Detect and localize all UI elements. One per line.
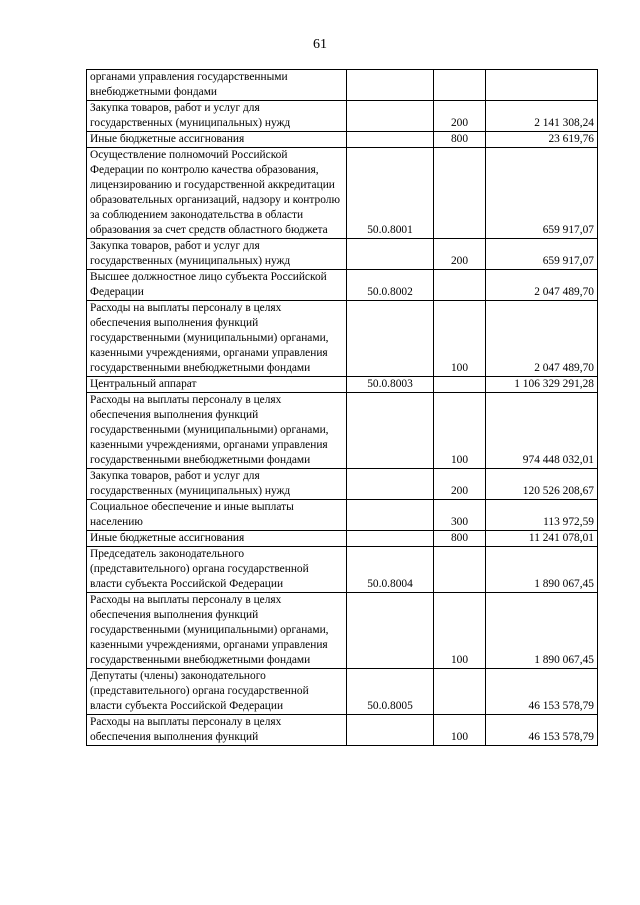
row-expense-type: 300 xyxy=(434,500,486,531)
table-row xyxy=(87,132,598,148)
row-amount: 659 917,07 xyxy=(486,239,598,270)
row-amount: 46 153 578,79 xyxy=(486,669,598,715)
row-amount: 2 141 308,24 xyxy=(486,101,598,132)
row-amount: 974 448 032,01 xyxy=(486,393,598,469)
row-expense-type xyxy=(434,547,486,593)
table-row xyxy=(87,239,598,270)
row-expense-type: 200 xyxy=(434,101,486,132)
row-name: Иные бюджетные ассигнования xyxy=(87,132,347,148)
row-amount: 120 526 208,67 xyxy=(486,469,598,500)
row-name: Осуществление полномочий Российской Федерации по контролю качества образования, лицензированию и государственной аккредитации образовательных организаций, надзору и контролю за соблюдением законодательства в области образования за счет средств областного бюджета xyxy=(87,148,347,239)
row-name: Закупка товаров, работ и услуг для государственных (муниципальных) нужд xyxy=(87,101,347,132)
row-name: Расходы на выплаты персоналу в целях обеспечения выполнения функций государственными (муниципальными) органами, казенными учреждениями, органами управления государственными внебюджетными фондами xyxy=(87,393,347,469)
table-row xyxy=(87,547,598,593)
row-expense-type xyxy=(434,70,486,101)
row-target-code: 50.0.8004 xyxy=(347,547,434,593)
row-expense-type: 200 xyxy=(434,469,486,500)
table-row xyxy=(87,593,598,669)
row-amount: 11 241 078,01 xyxy=(486,531,598,547)
table-row xyxy=(87,669,598,715)
row-target-code xyxy=(347,593,434,669)
row-amount: 1 890 067,45 xyxy=(486,547,598,593)
row-expense-type xyxy=(434,148,486,239)
table-row xyxy=(87,101,598,132)
row-target-code: 50.0.8003 xyxy=(347,377,434,393)
row-name: Расходы на выплаты персоналу в целях обеспечения выполнения функций государственными (муниципальными) органами, казенными учреждениями, органами управления государственными внебюджетными фондами xyxy=(87,301,347,377)
budget-table-body xyxy=(87,70,598,746)
row-target-code xyxy=(347,301,434,377)
row-name: Председатель законодательного (представительного) органа государственной власти субъекта Российской Федерации xyxy=(87,547,347,593)
row-amount: 46 153 578,79 xyxy=(486,715,598,746)
row-name: Закупка товаров, работ и услуг для государственных (муниципальных) нужд xyxy=(87,469,347,500)
row-target-code xyxy=(347,70,434,101)
table-row xyxy=(87,148,598,239)
table-row xyxy=(87,270,598,301)
row-amount: 659 917,07 xyxy=(486,148,598,239)
row-target-code xyxy=(347,101,434,132)
row-expense-type: 200 xyxy=(434,239,486,270)
row-expense-type xyxy=(434,270,486,301)
row-target-code: 50.0.8005 xyxy=(347,669,434,715)
row-amount: 2 047 489,70 xyxy=(486,270,598,301)
row-name: Социальное обеспечение и иные выплаты населению xyxy=(87,500,347,531)
row-name: Закупка товаров, работ и услуг для государственных (муниципальных) нужд xyxy=(87,239,347,270)
row-name: Центральный аппарат xyxy=(87,377,347,393)
row-expense-type: 100 xyxy=(434,715,486,746)
row-target-code xyxy=(347,239,434,270)
row-name: Высшее должностное лицо субъекта Российской Федерации xyxy=(87,270,347,301)
row-amount: 113 972,59 xyxy=(486,500,598,531)
row-name: Иные бюджетные ассигнования xyxy=(87,531,347,547)
row-target-code xyxy=(347,469,434,500)
table-row xyxy=(87,715,598,746)
row-expense-type: 800 xyxy=(434,531,486,547)
row-target-code xyxy=(347,500,434,531)
row-target-code xyxy=(347,132,434,148)
table-row xyxy=(87,500,598,531)
row-target-code xyxy=(347,715,434,746)
row-target-code xyxy=(347,531,434,547)
row-name: Расходы на выплаты персоналу в целях обеспечения выполнения функций государственными (муниципальными) органами, казенными учреждениями, органами управления государственными внебюджетными фондами xyxy=(87,593,347,669)
table-row xyxy=(87,301,598,377)
row-amount: 1 106 329 291,28 xyxy=(486,377,598,393)
row-name: Расходы на выплаты персоналу в целях обеспечения выполнения функций xyxy=(87,715,347,746)
table-row xyxy=(87,531,598,547)
row-target-code: 50.0.8002 xyxy=(347,270,434,301)
row-expense-type xyxy=(434,669,486,715)
row-amount: 1 890 067,45 xyxy=(486,593,598,669)
row-expense-type: 100 xyxy=(434,593,486,669)
table-row xyxy=(87,377,598,393)
row-expense-type: 100 xyxy=(434,301,486,377)
row-name: Депутаты (члены) законодательного (представительного) органа государственной власти субъекта Российской Федерации xyxy=(87,669,347,715)
row-expense-type: 100 xyxy=(434,393,486,469)
table-row xyxy=(87,469,598,500)
row-amount: 2 047 489,70 xyxy=(486,301,598,377)
row-amount xyxy=(486,70,598,101)
row-amount: 23 619,76 xyxy=(486,132,598,148)
row-expense-type xyxy=(434,377,486,393)
page-number: 61 xyxy=(313,37,327,52)
table-row xyxy=(87,393,598,469)
table-row xyxy=(87,70,598,101)
row-target-code xyxy=(347,393,434,469)
row-target-code: 50.0.8001 xyxy=(347,148,434,239)
row-name: органами управления государственными внебюджетными фондами xyxy=(87,70,347,101)
budget-table xyxy=(86,69,598,746)
row-expense-type: 800 xyxy=(434,132,486,148)
